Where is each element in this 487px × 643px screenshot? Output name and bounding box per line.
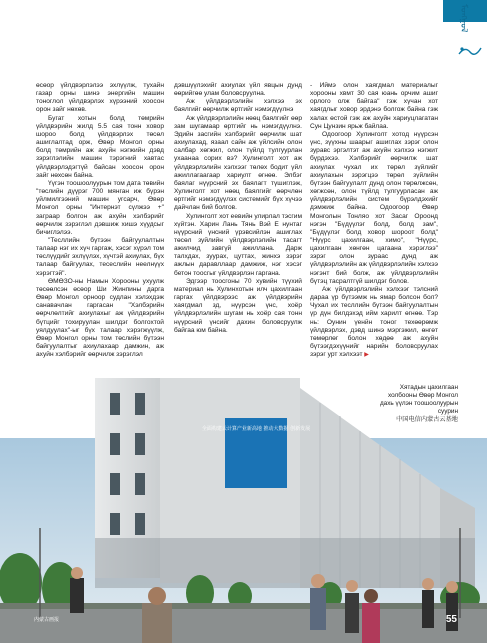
text-column-1 (36, 82, 164, 359)
paragraph: Үүгэн тоошоолуурын том дата төвийн "төслийн дүүрэг 700 мянган иж бүрэн уйлмилгээний машин угсарч, Өвөр Монгол орны "Интернэт сүлжээ +" заграар болгон аж ахуйн хэлбэрийг өөрчилж зэрэглэл дэвшиж хишэ хүудсыг бичиглэлээ. (36, 179, 164, 236)
masthead (443, 0, 487, 70)
paragraph: Аж үйлдвэрлэлийн нөөц баялгийг өөр зам шугамаар өртгийг нь нэмэгдүүлнэ. Эдийн засгийн хэлбэрийг өөрчилж шат ахиулахад, язаал сайн аж үйлсийн олон салбар хөгжил, олон түйлд тулгуурлан ухаанаа сорих вэ? Хулинголт хот аж үйлдвэрлэлийн хэлхээг төлөх бодит үйл ажиллагаагаар хариулт өгнөө. Элбэг баялаг нүүрсний эх баялагт түшиглэж, Хулинголт хот нөөц баялгийг өөрчлөн өртгийг нэмэгдүүлэх системийг бүх хүчээ дайчлан бий болгов. (174, 114, 302, 212)
paragraph: - Иймэ олон хаягдмал материалыг хорооны хвмт 30 сая юань орчим ашиг орлого олж байгаа" гэж хүчан хот хаягдлыг ховор эрдэнэ болгож байна гэж халах өстой гэж аж ахуйн хариуцлагатан Сун Цунзин ярьж байлаа. (310, 82, 438, 130)
caption-chinese: 中国电信内蒙古云基地 (396, 416, 458, 423)
caption-line: дахь үүлэн тоошоолуурын (379, 400, 458, 407)
paragraph: Аж үйлдвэрлэлийн хэлхээг тэлсний дараа үр бүтээмж нь ямар болсон бол? Чухал их тесллийн бүтээн байгуулалтын үр дүн билдэхэд ийм харилт өгнөө. Тэр нь: Оунин үенйн тоног техөөрөмж үйлдвэрлэх, дэвд шинэ мэргэжил, өнгөт төмөрлөг болон хөдөө аж ахуйн бүтээгдэхүүнийг нарийн боловсруулах зэрэг урт хэлхээт ▶ (310, 285, 438, 359)
ornament-icon (457, 44, 483, 58)
text-column-3 (310, 82, 438, 359)
text-column-2 (174, 82, 302, 335)
caption-line: суурин (437, 408, 458, 415)
masthead-script: ᠮᠣᠩᠭᠣᠯ (458, 4, 468, 33)
paragraph: дэвшүүлэхийг ахиулах үйл явцын дунд өөрийгөө улам боловсруулна. (174, 82, 302, 98)
paragraph: Хулинголт хот еевийн улирлал тэсгим хүйтэн. Харин Лань Тянь Вэй Е нунтаг нүүрсний үнсний үрэвсийлэн ашиглах төсөл зуйлийн үйлдвэрлэлийн тасагт ажилчид завгүй ажиллана. Дарж талхдах, зуурах, цуттах, жинхэ зэрэг ажлын даравллаар дамжиж, нэг хэсэг бетон тоосгыг үйлдвэрлэн гаргана. (174, 212, 302, 277)
end-mark-icon: ▶ (362, 352, 369, 359)
photo-caption (366, 384, 458, 424)
paragraph: Одоогоор Хулинголт хотод нүүрсэн үнс, зүүхны шаарыг ашиглах зэрэг олон зуравс эргэлтэт аж ахуйн хэлхээ нэгжит бүрдэхээ. Хэлбэрийг өөрчилж шат ахиулах чухал их төрөл зүйлийг ахиулахын зэрэгцээ төрөл зүйлийн бүтээн байгуулалт дунд олон төрөлжсөн, хөгжсөн, олон түйлд тулгуурласан аж үйлдвэрлэлийн систем бүрэлдэхийг дэмжиж байна. Одоогоор Өвөр Монголын Тонляо хот Засаг Ороонд нэгэн "Бүдүүлэг болд, болд зам", "Бүдүүлэг болд ховор шороот болд" "Нүүрс цахилгаан, химо", "Нүүрс, цахилгаан хөнгөн цагаана хэрэглээ" зэрэг олон зураас дунд аж үйлдвэрлэлийн аж үйлдвэрлэлийн хэлхээ нэгэнт бий болж, аж үйлдвэрлэлийн бүтэц тасралтгүй шилдэг болов. (310, 130, 438, 285)
paragraph: Эдгээр тоосгоны 70 хувийн түүхий материал нь Хулинхотын илч цахилгаан гаргах үйлдвэрээс аж үйлдвэрийн хаягдмал зд, нүүрсэн үнс, хоёр үйлдвэрлэлийн шугам нь хоёр сая тонн нүүрсний үнсийг дахин боловсруулж байгаа юм байна. (174, 277, 302, 334)
paragraph: Бугат хотын болд төмрийн үйлдвэрийн жилд 5.5 сая тонн ховор шороо болд үйлдвэрлэх төсөл ашиглалтад орж, Өвөр Монгол орны болд төмрийн аж ахуйн нэгжийн дэвд зэрэглэлийн машин тэрэгний хавтас үйлдвэрлэдэгтүй байсан хоосон орон зайг нөхсөн байна. (36, 114, 164, 179)
caption-line: холбооны Өвөр Монгол (388, 392, 458, 399)
footer-brand: 内蒙古画报 (34, 617, 60, 623)
caption-line: Хятадын цахилгаан (399, 384, 458, 391)
paragraph: ӨМӨЗО-ны Намын Хорооны ухуулж төсөөлсэн өсөор Ши Жинпины дарга Өвөр Монгол орноор судлан хэлэхдэж санавачлан гаргасан "Хэлбэрийн өөрчлөлтийг ахиулахыг аж үйлдвэрийн бүтцийг тохируулан шилдэг болгохтой уялдуулах"-ыг бүх талаар хэрэгжүүлж, Өвөр Монгол орны том төслийн бүтээн байгуулалтыг ахиулахаар дамжин, аж ахуйн хэлбэрийг өөрчилж зэрэглэл (36, 277, 164, 359)
paragraph: өсөор үйлдвэрлэлээ эхлүүлж, тухайн газар орны шинэ энергийн машин тоноглол үйлдвэрлэх хүрээний хоосон орон зайг нөхөв. (36, 82, 164, 114)
paragraph: Аж үйлдвэрлэлийн хэлхээ эх баялгийг өөрчилж өртгийг нэмэгдүүлнэ (174, 98, 302, 114)
paragraph: "Тесллийн бүтээн байгуулалтын талаар нэг их хүч гаргаж, хэсэг хүрэл том төслүүдийг эхлүүлэх, хүчтэй ахиулах, бүх талаар байгуулах, тесеслийн неелнүүх хэрэгтэй". (36, 236, 164, 277)
page-number: 55 (445, 614, 457, 625)
banner-text: 全面构建云计算产业新高地 推动大数据 创新发展 (201, 426, 311, 432)
